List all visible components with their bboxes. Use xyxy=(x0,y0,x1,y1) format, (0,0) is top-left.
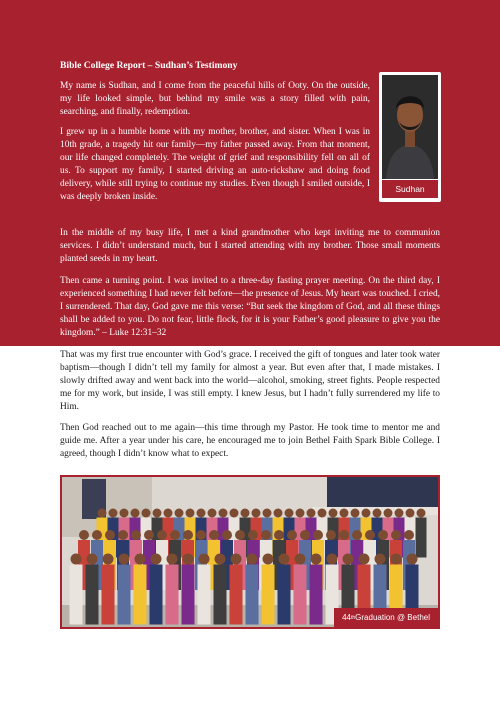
graduation-photo xyxy=(60,475,440,629)
paragraph-grace: That was my first true encounter with God’s grace. I received the gift of tongues and later took water baptism—though I didn’t tell my family for almost a year. But even after that, I made mistakes. I slowly drifted away and went back into the world—alcohol, smoking, street fights. People respected me for my work, but inside, I was still empty. I knew Jesus, but I hadn’t fully surrendered my life to Him. xyxy=(60,350,440,413)
group-photo-icon xyxy=(62,477,438,627)
portrait-card xyxy=(379,72,441,202)
paragraph-intro: My name is Sudhan, and I come from the peaceful hills of Ooty. On the outside, my life looked simple, but behind my smile was a story filled with pain, searching, and finally, redemption. xyxy=(60,81,370,118)
photo-caption-number: 44 xyxy=(342,613,351,622)
photo-caption-text: Graduation @ Bethel xyxy=(355,613,430,622)
portrait-caption: Sudhan xyxy=(382,180,438,198)
person-portrait-icon xyxy=(382,75,438,179)
paragraph-pastor: Then God reached out to me again—this time through my Pastor. He took time to mentor me and guide me. After a year under his care, he encouraged me to join Bethel Faith Spark Bible College. I agreed, though I didn’t know what to expect. xyxy=(60,423,440,460)
photo-caption xyxy=(334,608,438,627)
report-title: Bible College Report – Sudhan’s Testimony xyxy=(60,60,238,71)
paragraph-turning-point: Then came a turning point. I was invited to a three-day fasting prayer meeting. On the third day, I experienced something I had never felt before—the presence of Jesus. My heart was touched. I cried, I surrendered. That day, God gave me this verse: “But seek the kingdom of God, and all these things shall be added to you. Do not fear, little flock, for it is your Father’s good pleasure to give you the kingdom.” – Luke 12:31–32 xyxy=(60,276,440,339)
portrait-photo xyxy=(382,75,438,179)
paragraph-grandmother: In the middle of my busy life, I met a kind grandmother who kept inviting me to communion services. I didn’t understand much, but I started attending with my brother. Those small moments planted seeds in my heart. xyxy=(60,228,440,265)
paragraph-family: I grew up in a humble home with my mother, brother, and sister. When I was in 10th grade, a tragedy hit our family—my father passed away. From that moment, our life changed completely. The weight of grief and responsibility fell on all of us. To support my family, I started driving an auto-rickshaw and doing food delivery, while still trying to continue my studies. Even though I smiled outside, I was deeply broken inside. xyxy=(60,127,370,203)
photo-caption-suffix: th xyxy=(350,614,356,621)
